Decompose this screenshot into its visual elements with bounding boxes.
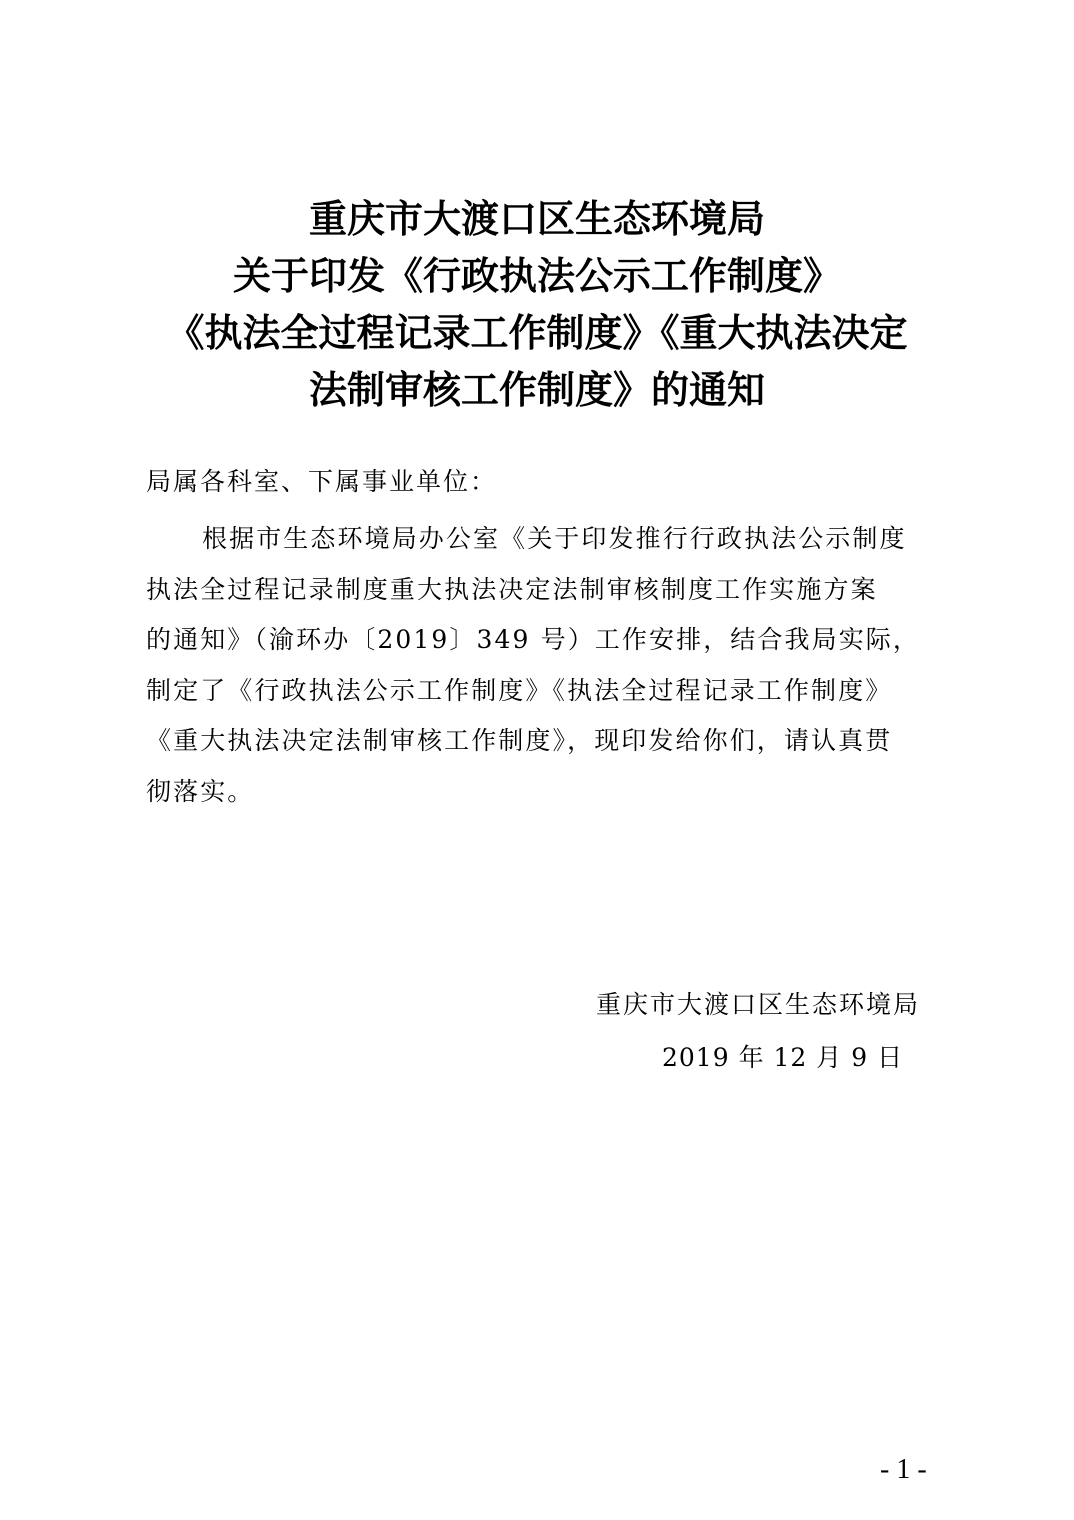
- issue-date: 2019 年 12 月 9 日: [662, 1043, 904, 1072]
- title-line-4: 法制审核工作制度》的通知: [308, 367, 765, 412]
- title-line-3: 《执法全过程记录工作制度》《重大执法决定: [166, 310, 908, 355]
- page-number: - 1 -: [880, 1454, 927, 1485]
- body-line-2: 执法全过程记录制度重大执法决定法制审核制度工作实施方案: [146, 574, 878, 604]
- salutation: 局属各科室、下属事业单位：: [146, 467, 498, 496]
- issuer-signature: 重庆市大渡口区生态环境局: [596, 990, 921, 1019]
- title-line-2: 关于印发《行政执法公示工作制度》: [232, 253, 841, 298]
- document-title: [0, 190, 1074, 418]
- body-line-4: 制定了《行政执法公示工作制度》《执法全过程记录工作制度》: [146, 675, 893, 705]
- body-paragraph: [146, 514, 946, 817]
- body-line-5: 《重大执法决定法制审核工作制度》，现印发给你们，请认真贯: [146, 726, 893, 755]
- body-line-3: 的通知》（渝环办〔2019〕349 号）工作安排，结合我局实际，: [146, 625, 920, 654]
- body-line-6: 彻落实。: [146, 776, 255, 806]
- body-line-1: 根据市生态环境局办公室《关于印发推行行政执法公示制度: [202, 524, 907, 553]
- title-line-1: 重庆市大渡口区生态环境局: [308, 196, 765, 241]
